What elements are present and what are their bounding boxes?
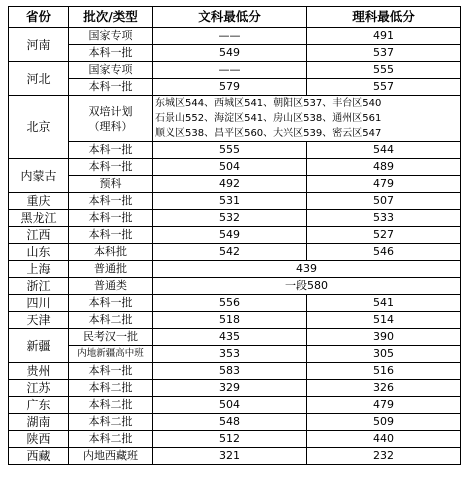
combined-score-cell: 一段580	[153, 278, 461, 295]
arts-score-cell: 321	[153, 448, 307, 465]
arts-score-cell: 512	[153, 431, 307, 448]
table-row	[9, 278, 461, 295]
arts-score-cell: 579	[153, 79, 307, 96]
science-score-cell: 514	[307, 312, 461, 329]
batch-cell: 内地新疆高中班	[69, 346, 153, 363]
province-cell: 天津	[9, 312, 69, 329]
table-row	[9, 295, 461, 312]
batch-cell: 预科	[69, 176, 153, 193]
science-score-cell: 557	[307, 79, 461, 96]
arts-score-cell: 329	[153, 380, 307, 397]
province-cell: 西藏	[9, 448, 69, 465]
science-score-cell: 509	[307, 414, 461, 431]
table-row	[9, 261, 461, 278]
batch-cell	[69, 96, 153, 142]
table-row	[9, 227, 461, 244]
arts-score-cell: 435	[153, 329, 307, 346]
table-row	[9, 210, 461, 227]
science-score-cell: 440	[307, 431, 461, 448]
province-cell: 黑龙江	[9, 210, 69, 227]
batch-line: （理科）	[88, 119, 133, 133]
science-score-cell: 541	[307, 295, 461, 312]
arts-score-cell: 531	[153, 193, 307, 210]
science-score-cell: 232	[307, 448, 461, 465]
header-science-min: 理科最低分	[307, 7, 461, 28]
arts-score-cell: 549	[153, 227, 307, 244]
combined-score-cell: 439	[153, 261, 461, 278]
province-cell: 重庆	[9, 193, 69, 210]
science-score-cell: 516	[307, 363, 461, 380]
province-cell: 新疆	[9, 329, 69, 363]
province-cell: 广东	[9, 397, 69, 414]
science-score-cell: 537	[307, 45, 461, 62]
batch-line: 双培计划	[88, 104, 133, 118]
table-row	[9, 193, 461, 210]
table-row	[9, 346, 461, 363]
batch-cell: 国家专项	[69, 28, 153, 45]
table-row	[9, 431, 461, 448]
science-score-cell: 527	[307, 227, 461, 244]
arts-score-cell: 504	[153, 159, 307, 176]
batch-cell: 本科批	[69, 244, 153, 261]
batch-cell: 普通批	[69, 261, 153, 278]
table-row	[9, 28, 461, 45]
batch-cell: 本科一批	[69, 193, 153, 210]
table-row	[9, 142, 461, 159]
batch-cell: 本科一批	[69, 295, 153, 312]
science-score-cell: 533	[307, 210, 461, 227]
batch-cell: 本科二批	[69, 397, 153, 414]
batch-cell: 内地西藏班	[69, 448, 153, 465]
batch-cell: 本科二批	[69, 380, 153, 397]
province-cell: 内蒙古	[9, 159, 69, 193]
arts-score-cell: 555	[153, 142, 307, 159]
science-score-cell: 390	[307, 329, 461, 346]
table-row	[9, 329, 461, 346]
science-score-cell: 489	[307, 159, 461, 176]
province-cell: 浙江	[9, 278, 69, 295]
arts-score-cell: ——	[153, 62, 307, 79]
table-row	[9, 397, 461, 414]
science-score-cell: 544	[307, 142, 461, 159]
science-score-cell: 507	[307, 193, 461, 210]
batch-cell: 普通类	[69, 278, 153, 295]
batch-cell: 民考汉一批	[69, 329, 153, 346]
table-row	[9, 448, 461, 465]
arts-score-cell: 492	[153, 176, 307, 193]
table-row	[9, 96, 461, 142]
table-row	[9, 79, 461, 96]
arts-score-cell: 353	[153, 346, 307, 363]
province-cell: 陕西	[9, 431, 69, 448]
batch-cell: 本科二批	[69, 312, 153, 329]
science-score-cell: 546	[307, 244, 461, 261]
batch-cell: 本科一批	[69, 79, 153, 96]
arts-score-cell: 504	[153, 397, 307, 414]
admission-score-table	[8, 6, 461, 465]
province-cell: 江苏	[9, 380, 69, 397]
province-cell: 河北	[9, 62, 69, 96]
batch-cell: 本科一批	[69, 210, 153, 227]
science-score-cell: 305	[307, 346, 461, 363]
header-batch: 批次/类型	[69, 7, 153, 28]
science-score-cell: 491	[307, 28, 461, 45]
science-score-cell: 555	[307, 62, 461, 79]
table-row	[9, 244, 461, 261]
batch-cell: 本科一批	[69, 227, 153, 244]
table-row	[9, 159, 461, 176]
table-row	[9, 414, 461, 431]
batch-cell: 本科一批	[69, 142, 153, 159]
header-province: 省份	[9, 7, 69, 28]
arts-score-cell: 556	[153, 295, 307, 312]
district-line: 东城区544、西城区541、朝阳区537、丰台区540	[155, 98, 382, 109]
province-cell: 山东	[9, 244, 69, 261]
batch-cell: 本科一批	[69, 45, 153, 62]
table-row	[9, 363, 461, 380]
arts-score-cell: 548	[153, 414, 307, 431]
table-row	[9, 380, 461, 397]
header-row	[9, 7, 461, 28]
arts-score-cell: 583	[153, 363, 307, 380]
district-scores-cell	[153, 96, 461, 142]
arts-score-cell: 542	[153, 244, 307, 261]
table-row	[9, 312, 461, 329]
arts-score-cell: ——	[153, 28, 307, 45]
province-cell: 湖南	[9, 414, 69, 431]
table-row	[9, 62, 461, 79]
province-cell: 贵州	[9, 363, 69, 380]
province-cell: 上海	[9, 261, 69, 278]
province-cell: 四川	[9, 295, 69, 312]
arts-score-cell: 518	[153, 312, 307, 329]
district-line: 顺义区538、昌平区560、大兴区539、密云区547	[155, 128, 382, 139]
batch-cell: 本科二批	[69, 431, 153, 448]
province-cell: 河南	[9, 28, 69, 62]
table-row	[9, 45, 461, 62]
district-line: 石景山552、海淀区541、房山区538、通州区561	[155, 113, 382, 124]
science-score-cell: 479	[307, 397, 461, 414]
batch-cell: 本科一批	[69, 363, 153, 380]
header-arts-min: 文科最低分	[153, 7, 307, 28]
province-cell: 江西	[9, 227, 69, 244]
science-score-cell: 479	[307, 176, 461, 193]
table-row	[9, 176, 461, 193]
arts-score-cell: 549	[153, 45, 307, 62]
science-score-cell: 326	[307, 380, 461, 397]
batch-cell: 国家专项	[69, 62, 153, 79]
batch-cell: 本科二批	[69, 414, 153, 431]
province-cell: 北京	[9, 96, 69, 159]
arts-score-cell: 532	[153, 210, 307, 227]
batch-cell: 本科一批	[69, 159, 153, 176]
